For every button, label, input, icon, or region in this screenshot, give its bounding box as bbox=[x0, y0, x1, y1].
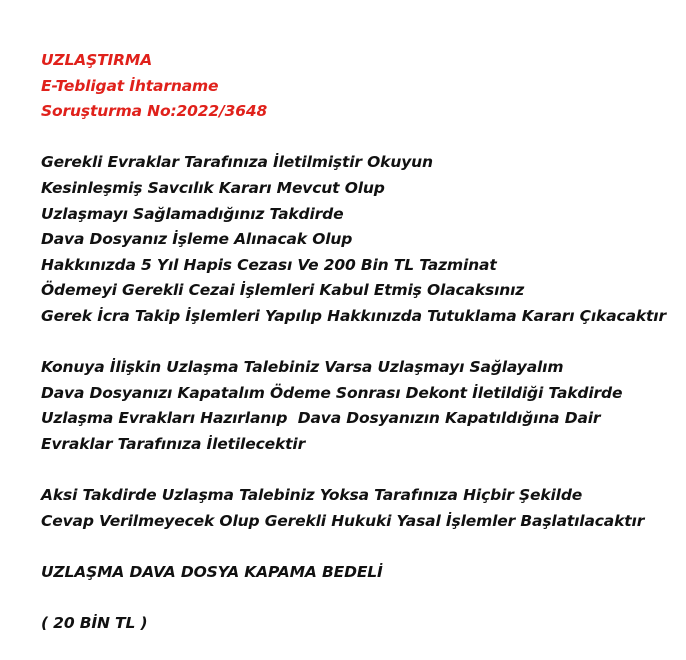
paragraph-settlement bbox=[41, 355, 681, 457]
fee-label: UZLAŞMA DAVA DOSYA KAPAMA BEDELİ bbox=[41, 562, 383, 581]
text-line: Ödemeyi Gerekli Cezai İşlemleri Kabul Etmiş Olacaksınız bbox=[41, 281, 525, 300]
case-number: Soruşturma No:2022/3648 bbox=[41, 102, 268, 121]
text-line: Uzlaşmayı Sağlamadığınız Takdirde bbox=[41, 204, 344, 223]
spacer bbox=[41, 330, 681, 356]
paragraph-warning bbox=[41, 150, 681, 329]
document-body bbox=[41, 48, 681, 637]
fee-amount: ( 20 BİN TL ) bbox=[41, 614, 148, 633]
text-line: Evraklar Tarafınıza İletilecektir bbox=[41, 434, 306, 453]
spacer bbox=[41, 458, 681, 484]
spacer bbox=[41, 585, 681, 611]
document-header bbox=[41, 48, 681, 125]
text-line: Uzlaşma Evrakları Hazırlanıp Dava Dosyanızın Kapatıldığına Dair bbox=[41, 409, 601, 428]
document-subtitle: E-Tebligat İhtarname bbox=[41, 76, 219, 95]
text-line: Aksi Takdirde Uzlaşma Talebiniz Yoksa Tarafınıza Hiçbir Şekilde bbox=[41, 486, 583, 505]
text-line: Kesinleşmiş Savcılık Kararı Mevcut Olup bbox=[41, 178, 385, 197]
text-line: Dava Dosyanız İşleme Alınacak Olup bbox=[41, 230, 353, 249]
text-line: Hakkınızda 5 Yıl Hapis Cezası Ve 200 Bin TL Tazminat bbox=[41, 255, 497, 274]
text-line: Cevap Verilmeyecek Olup Gerekli Hukuki Yasal İşlemler Başlatılacaktır bbox=[41, 511, 645, 530]
paragraph-otherwise bbox=[41, 483, 681, 534]
text-line: Dava Dosyanızı Kapatalım Ödeme Sonrası Dekont İletildiği Takdirde bbox=[41, 383, 623, 402]
text-line: Gerekli Evraklar Tarafınıza İletilmiştir Okuyun bbox=[41, 153, 433, 172]
spacer bbox=[41, 534, 681, 560]
spacer bbox=[41, 125, 681, 151]
text-line: Gerek İcra Takip İşlemleri Yapılıp Hakkınızda Tutuklama Kararı Çıkacaktır bbox=[41, 306, 666, 325]
text-line: Konuya İlişkin Uzlaşma Talebiniz Varsa Uzlaşmayı Sağlayalım bbox=[41, 358, 564, 377]
document-title: UZLAŞTIRMA bbox=[41, 51, 153, 69]
